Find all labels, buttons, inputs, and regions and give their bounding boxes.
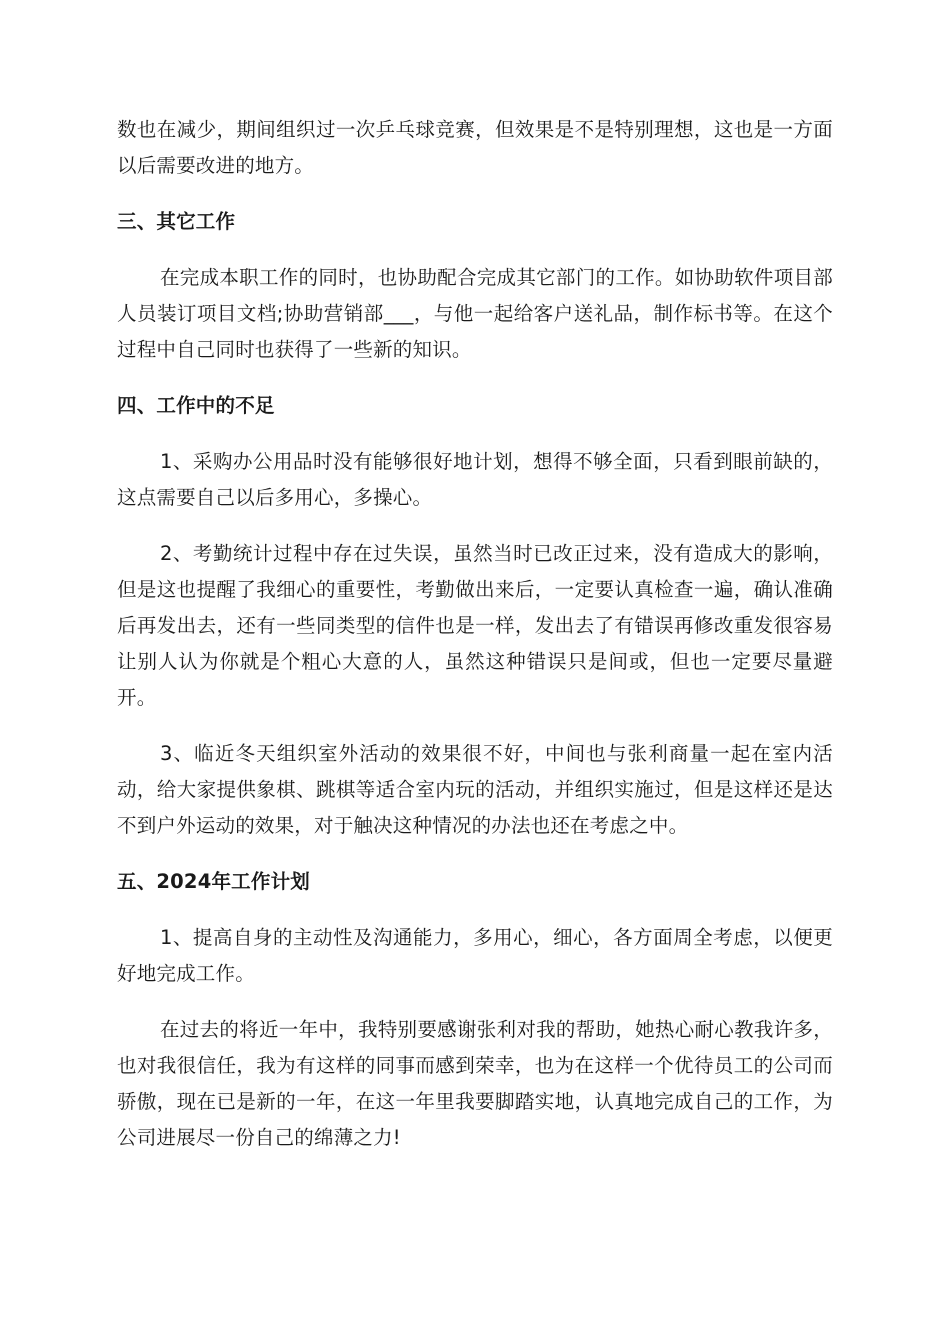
paragraph-closing: 在过去的将近一年中，我特别要感谢张利对我的帮助，她热心耐心教我许多，也对我很信任，我为有这样的同事而感到荣幸，也为在这样一个优待员工的公司而骄傲，现在已是新的一年，在这一年里我要脚踏实地，认真地完成自己的工作，为公司进展尽一份自己的绵薄之力! [117, 1018, 833, 1149]
document-page [117, 112, 833, 1176]
paragraph-shortcoming-2: 2、考勤统计过程中存在过失误，虽然当时已改正过来，没有造成大的影响，但是这也提醒了我细心的重要性，考勤做出来后，一定要认真检查一遍，确认准确后再发出去，还有一些同类型的信件也是一样，发出去了有错误再修改重发很容易让别人认为你就是个粗心大意的人，虽然这种错误只是间或，但也一定要尽量避开。 [117, 542, 833, 709]
paragraph-continuation: 数也在减少，期间组织过一次乒乓球竞赛，但效果是不是特别理想，这也是一方面以后需要改进的地方。 [117, 118, 833, 177]
paragraph-shortcoming-1: 1、采购办公用品时没有能够很好地计划，想得不够全面，只看到眼前缺的，这点需要自己以后多用心，多操心。 [117, 450, 833, 509]
paragraph-shortcoming-3: 3、临近冬天组织室外活动的效果很不好，中间也与张利商量一起在室内活动，给大家提供象棋、跳棋等适合室内玩的活动，并组织实施过，但是这样还是达不到户外运动的效果，对于触决这种情况的办法也还在考虑之中。 [117, 742, 833, 837]
section-heading-other-work: 三、其它工作 [117, 210, 236, 233]
section-heading-shortcomings: 四、工作中的不足 [117, 394, 275, 417]
section-heading-work-plan: 五、2024年工作计划 [117, 870, 310, 893]
paragraph-plan-1: 1、提高自身的主动性及沟通能力，多用心，细心，各方面周全考虑，以便更好地完成工作。 [117, 926, 833, 985]
paragraph-other-work: 在完成本职工作的同时，也协助配合完成其它部门的工作。如协助软件项目部人员装订项目文档;协助营销部___，与他一起给客户送礼品，制作标书等。在这个过程中自己同时也获得了一些新的知识。 [117, 266, 833, 361]
